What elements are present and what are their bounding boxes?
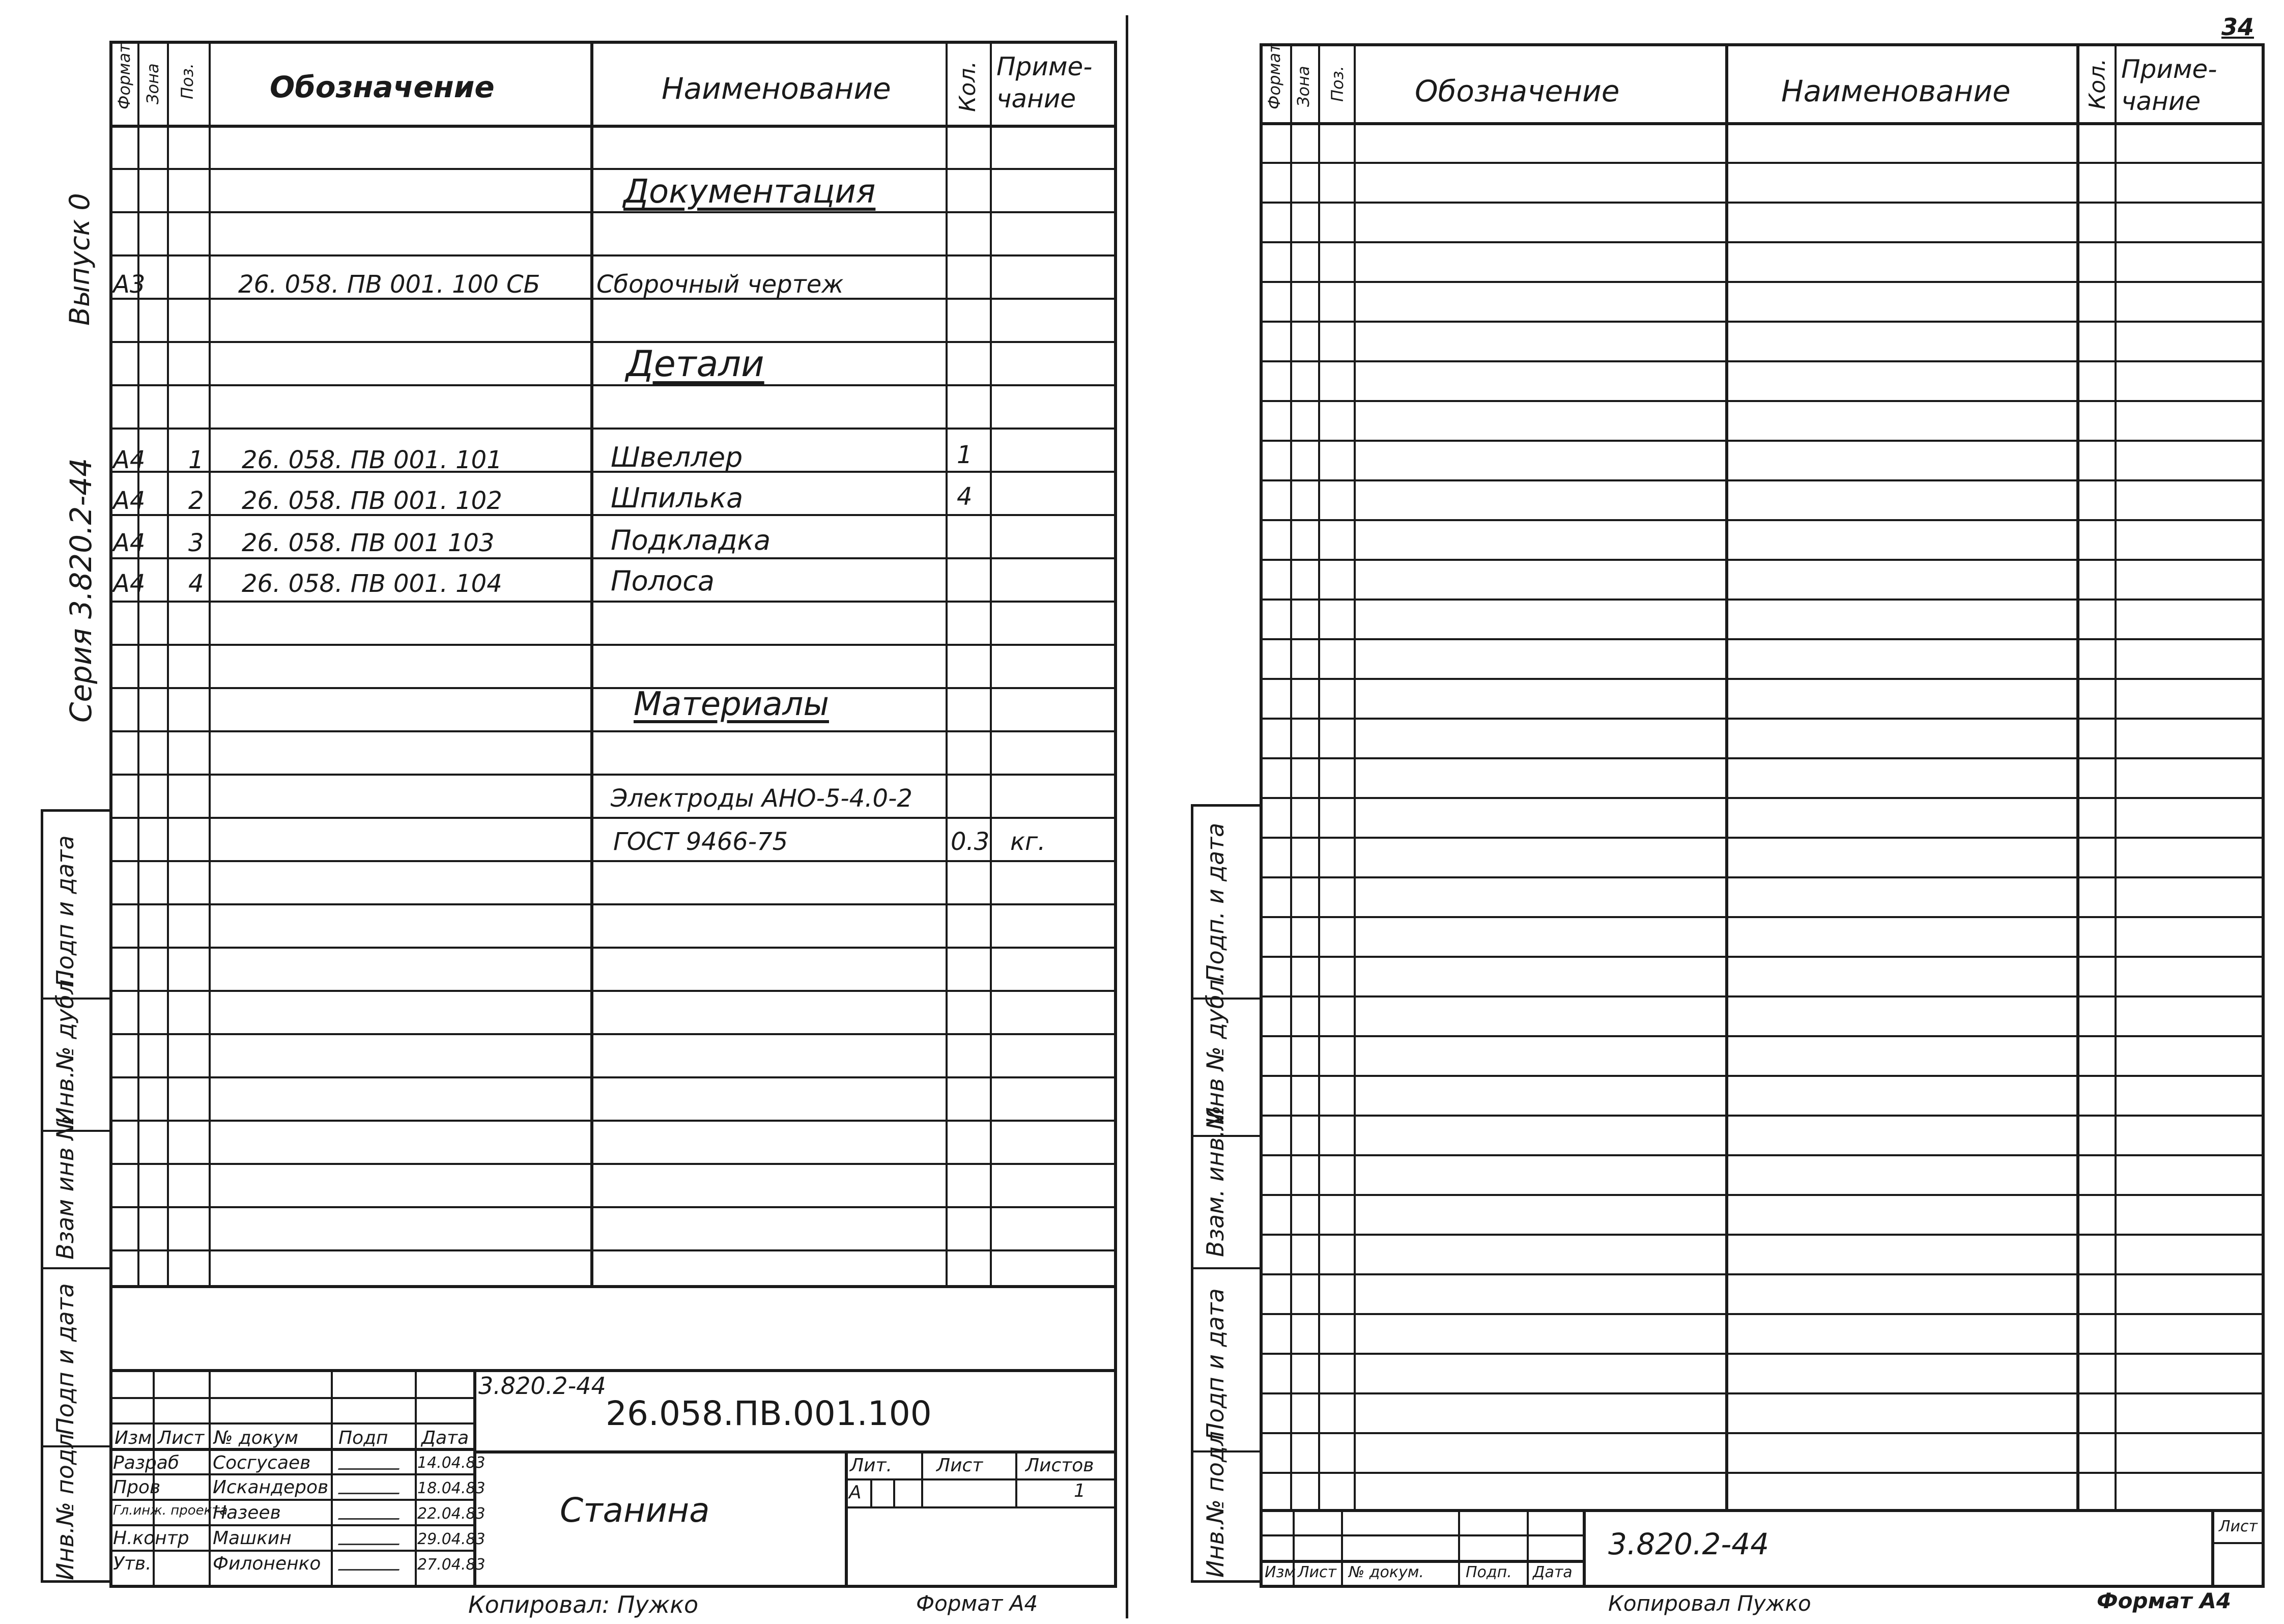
signature [338, 1528, 405, 1545]
part-name: Шпилька [611, 482, 744, 514]
signature [338, 1453, 405, 1470]
material-unit: кг. [1010, 828, 1046, 856]
tb-header: № докум [214, 1428, 299, 1448]
part-qty: 1 [957, 441, 973, 469]
tb-header: Дата [421, 1428, 469, 1448]
tb-role: Утв. [113, 1553, 152, 1574]
side-stamp-label: Подп и дата [1202, 1288, 1229, 1440]
doc-name: Сборочный чертеж [596, 270, 844, 299]
part-name: Швеллер [611, 441, 743, 473]
footer-copied: Копировал: Пужко [468, 1591, 699, 1618]
side-stamp-label: Подп и дата [51, 1283, 79, 1435]
material-qty: 0.3 [951, 828, 990, 856]
tb-header: Изм [115, 1428, 152, 1448]
col-kol-header: Кол. [955, 61, 981, 112]
part-poz: 2 [188, 487, 204, 515]
footer-copied: Копировал Пужко [1608, 1591, 1811, 1616]
tb-role: Н.контр [113, 1528, 189, 1549]
tb-role: Гл.инж. проекта [113, 1503, 228, 1518]
col-format-header: Формат [1265, 43, 1284, 109]
tb-list-label: Лист [2219, 1518, 2258, 1535]
col-format-header: Формат [115, 43, 134, 109]
tb-series: 3.820.2-44 [478, 1372, 606, 1400]
side-stamp-label: Инв.№ подл [51, 1433, 79, 1580]
doc-code: 26. 058. ПВ 001. 100 СБ [238, 270, 540, 299]
tb-date: 29.04.83 [417, 1530, 486, 1548]
material-line1: Электроды АНО-5-4.0-2 [611, 784, 912, 813]
part-format: А4 [113, 569, 146, 598]
section-documentation: Документация [623, 173, 876, 211]
part-code: 26. 058. ПВ 001 103 [242, 529, 495, 557]
tb-lit-label: Лит. [850, 1455, 892, 1476]
tb-header: Дата [1533, 1563, 1573, 1581]
tb-date: 22.04.83 [417, 1505, 486, 1523]
signature [338, 1477, 405, 1494]
tb-listov-value: 1 [1074, 1480, 1086, 1501]
tb-name: Назеев [213, 1502, 281, 1523]
section-materials: Материалы [634, 686, 829, 723]
tb-header: № докум. [1349, 1563, 1424, 1581]
tb-name: Машкин [213, 1528, 292, 1549]
tb-listov-label: Листов [1025, 1455, 1094, 1476]
col-primechanie-header: Приме- чание [996, 52, 1093, 113]
col-zona-header: Зона [1294, 66, 1313, 107]
tb-doc-number: 26.058.ПВ.001.100 [606, 1394, 932, 1433]
tb-header: Лист [158, 1428, 205, 1448]
spec-frame [1260, 43, 2265, 1588]
col-poz-header: Поз. [178, 63, 197, 99]
side-stamp-label: Подп и дата [51, 835, 79, 987]
page-number: 34 [2221, 13, 2254, 41]
tb-lit-value: А [849, 1482, 862, 1503]
tb-list-label: Лист [936, 1455, 983, 1476]
side-stamp-label: Инв № дубл. [1202, 972, 1229, 1125]
tb-date: 14.04.83 [417, 1454, 486, 1472]
left-sheet [0, 0, 1125, 1624]
part-code: 26. 058. ПВ 001. 101 [242, 446, 502, 474]
col-poz-header: Поз. [1328, 66, 1347, 102]
col-naimenovanie-header: Наименование [1781, 74, 2011, 108]
tb-role: Пров [113, 1477, 161, 1498]
side-stamp-label: Подп. и дата [1202, 822, 1229, 982]
footer-format: Формат А4 [916, 1591, 1038, 1616]
col-kol-header: Кол. [2085, 58, 2110, 109]
tb-header: Подп. [1466, 1563, 1512, 1581]
part-name: Полоса [611, 565, 715, 597]
signature [338, 1554, 405, 1571]
side-label-seriya: Серия 3.820.2-44 [64, 458, 98, 723]
tb-date: 18.04.83 [417, 1479, 486, 1497]
tb-name: Искандеров [213, 1477, 329, 1498]
col-oboznachenie-header: Обозначение [1415, 74, 1620, 108]
col-naimenovanie-header: Наименование [662, 71, 891, 106]
tb-product: Станина [560, 1491, 710, 1530]
side-stamp-label: Инв.№ подл [1202, 1431, 1229, 1578]
part-qty: 4 [957, 482, 973, 511]
col-oboznachenie-header: Обозначение [270, 70, 495, 104]
part-name: Подкладка [611, 524, 771, 556]
section-parts: Детали [626, 343, 764, 385]
tb-header: Подп [338, 1428, 388, 1448]
sheet-divider [1126, 15, 1128, 1618]
tb-date: 27.04.83 [417, 1556, 486, 1574]
doc-format: А3 [113, 270, 146, 299]
material-line2: ГОСТ 9466-75 [613, 828, 788, 856]
part-poz: 1 [188, 446, 204, 474]
tb-name: Филоненко [213, 1553, 321, 1574]
col-primechanie-header: Приме- чание [2121, 54, 2217, 116]
tb-role: Разраб [113, 1452, 180, 1473]
part-code: 26. 058. ПВ 001. 104 [242, 569, 502, 598]
tb-header: Лист [1298, 1563, 1337, 1581]
side-stamp-label: Инв.№ дубл. [51, 972, 79, 1125]
side-stamp-label: Взам. инв.№ [1202, 1105, 1229, 1257]
tb-name: Сосгусаев [213, 1452, 311, 1473]
tb-header: Изм [1265, 1563, 1296, 1581]
signature [338, 1503, 405, 1520]
footer-format: Формат А4 [2097, 1588, 2231, 1613]
part-format: А4 [113, 487, 146, 515]
side-label-vypusk: Выпуск 0 [64, 193, 96, 326]
col-zona-header: Зона [143, 63, 162, 104]
side-stamp-label: Взам инв № [51, 1115, 79, 1260]
part-poz: 3 [188, 529, 204, 557]
tb-series: 3.820.2-44 [1608, 1527, 1769, 1561]
part-code: 26. 058. ПВ 001. 102 [242, 487, 502, 515]
part-format: А4 [113, 446, 146, 474]
part-format: А4 [113, 529, 146, 557]
right-sheet [1140, 0, 2280, 1624]
part-poz: 4 [188, 569, 204, 598]
